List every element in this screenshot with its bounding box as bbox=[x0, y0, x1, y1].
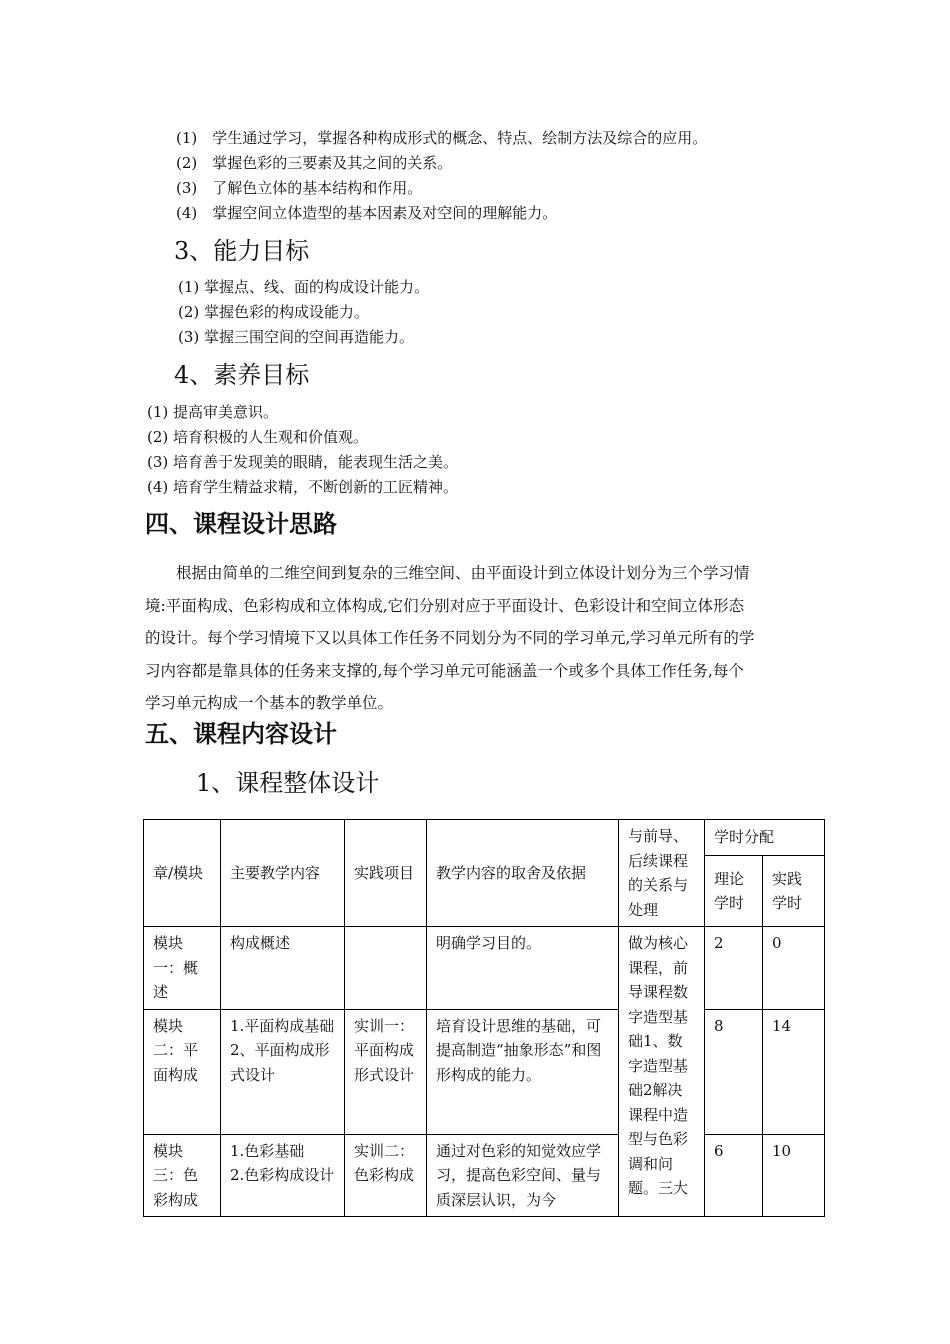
header-practice: 实践项目 bbox=[345, 820, 427, 927]
row2-module: 模块二：平面构成 bbox=[144, 1009, 221, 1134]
header-basis: 教学内容的取舍及依据 bbox=[427, 820, 619, 927]
row2-theory: 8 bbox=[705, 1009, 763, 1134]
row3-basis: 通过对色彩的知觉效应学习，提高色彩空间、量与质深层认识，为今 bbox=[427, 1134, 619, 1217]
ability-item-3: (3) 掌握三围空间的空间再造能力。 bbox=[178, 328, 415, 346]
row3-content: 1.色彩基础 2.色彩构成设计 bbox=[221, 1134, 345, 1217]
row1-practice bbox=[345, 927, 427, 1010]
section-four-heading: 四、课程设计思路 bbox=[145, 509, 337, 538]
row3-practice: 实训二：色彩构成 bbox=[345, 1134, 427, 1217]
row2-basis: 培育设计思维的基础，可提高制造“抽象形态”和图形构成的能力。 bbox=[427, 1009, 619, 1134]
knowledge-item-3: (3) 了解色立体的基本结构和作用。 bbox=[176, 179, 423, 197]
row3-theory: 6 bbox=[705, 1134, 763, 1217]
quality-item-2: (2) 培育积极的人生观和价值观。 bbox=[147, 428, 369, 446]
paragraph-line: 的设计。每个学习情境下又以具体工作任务不同划分为不同的学习单元,学习单元所有的学 bbox=[145, 629, 755, 648]
quality-item-4: (4) 培育学生精益求精，不断创新的工匠精神。 bbox=[147, 478, 459, 496]
quality-item-1: (1) 提高审美意识。 bbox=[147, 403, 279, 421]
header-practice-hours: 实践学时 bbox=[763, 856, 825, 927]
quality-item-3: (3) 培育善于发现美的眼睛，能表现生活之美。 bbox=[147, 453, 459, 471]
paragraph-line: 习内容都是靠具体的任务来支撑的,每个学习单元可能涵盖一个或多个具体工作任务,每个 bbox=[145, 661, 744, 680]
row3-practice-hours: 10 bbox=[763, 1134, 825, 1217]
paragraph-line: 学习单元构成一个基本的教学单位。 bbox=[145, 694, 394, 713]
row1-theory: 2 bbox=[705, 927, 763, 1010]
course-design-table bbox=[143, 819, 825, 1217]
section-five-subtitle: 1、课程整体设计 bbox=[196, 769, 380, 797]
section-five-heading: 五、课程内容设计 bbox=[145, 719, 337, 748]
header-module: 章/模块 bbox=[144, 820, 221, 927]
paragraph-line: 境:平面构成、色彩构成和立体构成,它们分别对应于平面设计、色彩设计和空间立体形态 bbox=[145, 596, 745, 615]
course-design-paragraph bbox=[145, 557, 807, 720]
ability-item-1: (1) 掌握点、线、面的构成设计能力。 bbox=[178, 278, 430, 296]
row1-module: 模块一：概述 bbox=[144, 927, 221, 1010]
row2-practice: 实训一：平面构成形式设计 bbox=[345, 1009, 427, 1134]
ability-heading: 3、能力目标 bbox=[174, 237, 310, 265]
row2-content: 1.平面构成基础2、平面构成形式设计 bbox=[221, 1009, 345, 1134]
header-content: 主要教学内容 bbox=[221, 820, 345, 927]
knowledge-item-2: (2) 掌握色彩的三要素及其之间的关系。 bbox=[176, 154, 453, 172]
ability-item-2: (2) 掌握色彩的构成设能力。 bbox=[178, 303, 370, 321]
knowledge-item-1: (1) 学生通过学习，掌握各种构成形式的概念、特点、绘制方法及综合的应用。 bbox=[176, 129, 708, 147]
quality-heading: 4、素养目标 bbox=[174, 361, 310, 389]
row2-practice-hours: 14 bbox=[763, 1009, 825, 1134]
header-relation: 与前导、后续课程的关系与处理 bbox=[619, 820, 705, 927]
header-theory-hours: 理论学时 bbox=[705, 856, 763, 927]
relation-cell: 做为核心课程，前导课程数字造型基础1、数字造型基础2解决课程中造型与色彩调和问题。三大 bbox=[619, 927, 705, 1217]
paragraph-line: 根据由简单的二维空间到复杂的三维空间、由平面设计到立体设计划分为三个学习情 bbox=[145, 564, 750, 582]
row1-basis: 明确学习目的。 bbox=[427, 927, 619, 1010]
row1-practice-hours: 0 bbox=[763, 927, 825, 1010]
knowledge-item-4: (4) 掌握空间立体造型的基本因素及对空间的理解能力。 bbox=[176, 204, 558, 222]
row3-module: 模块三：色彩构成 bbox=[144, 1134, 221, 1217]
row1-content: 构成概述 bbox=[221, 927, 345, 1010]
header-hours: 学时分配 bbox=[705, 820, 825, 856]
